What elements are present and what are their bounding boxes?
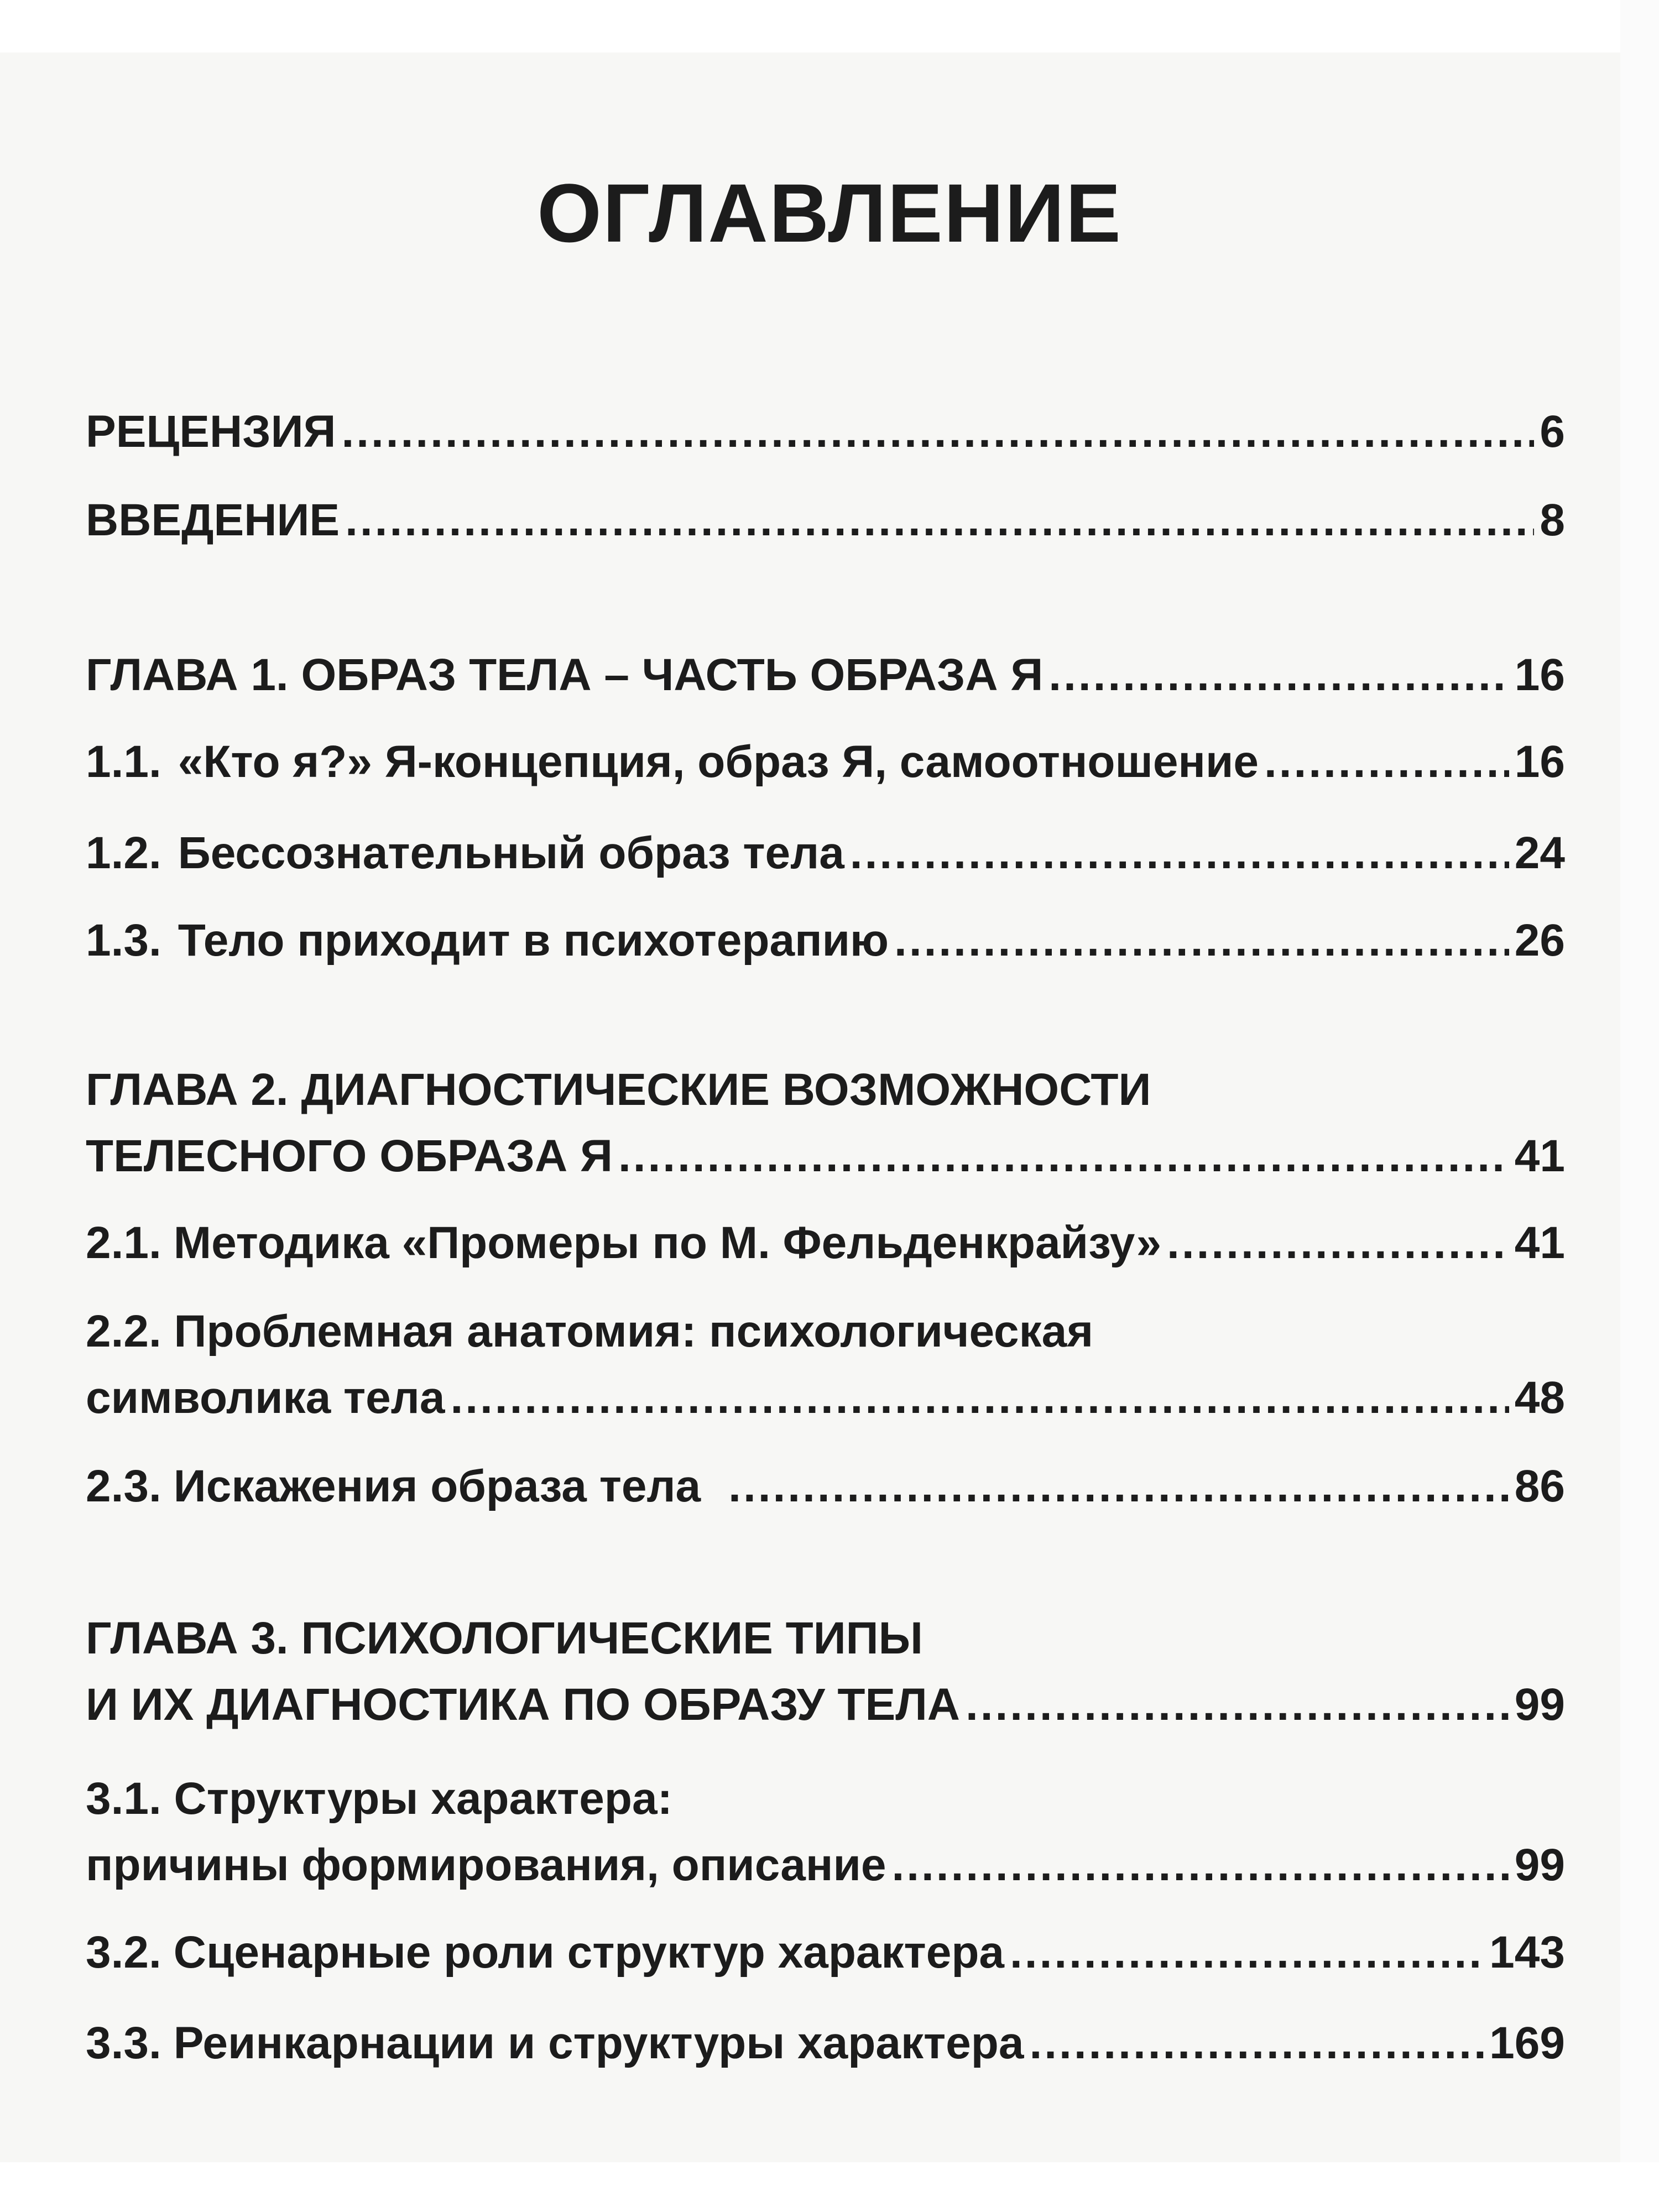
toc-entry-label: ТЕЛЕСНОГО ОБРАЗА Я	[86, 1131, 613, 1181]
toc-entry-section-1-3[interactable]	[86, 911, 1565, 969]
toc-entry-label: ГЛАВА 1. ОБРАЗ ТЕЛА – ЧАСТЬ ОБРАЗА Я	[86, 650, 1044, 700]
toc-leader-dots	[345, 491, 1534, 549]
toc-entry-chapter-3[interactable]	[86, 1676, 1565, 1734]
toc-entry-section-2-3[interactable]	[86, 1457, 1565, 1515]
toc-entry-intro[interactable]	[86, 491, 1565, 549]
toc-entry-section-3-3[interactable]	[86, 2014, 1565, 2072]
page-right-margin	[1620, 0, 1659, 2212]
toc-leader-dots	[728, 1457, 1509, 1515]
toc-leader-dots	[1010, 1923, 1484, 1981]
page-bottom-margin	[0, 2162, 1659, 2212]
page-top-margin	[0, 0, 1659, 53]
toc-chapter-2-line-1: ГЛАВА 2. ДИАГНОСТИЧЕСКИЕ ВОЗМОЖНОСТИ	[86, 1065, 1151, 1115]
toc-entry-section-1-1[interactable]	[86, 733, 1565, 791]
toc-entry-section-2-2[interactable]	[86, 1369, 1565, 1427]
toc-entry-label: причины формирования, описание	[86, 1840, 886, 1890]
toc-leader-dots	[1167, 1214, 1509, 1272]
toc-page-number: 99	[1514, 1679, 1565, 1730]
toc-page-number: 16	[1514, 737, 1565, 787]
toc-section-number: 2.3.	[86, 1461, 161, 1511]
toc-leader-dots	[450, 1369, 1509, 1427]
toc-leader-dots	[1264, 733, 1509, 791]
toc-entry-label: И ИХ ДИАГНОСТИКА ПО ОБРАЗУ ТЕЛА	[86, 1679, 960, 1730]
toc-leader-dots	[894, 911, 1509, 969]
toc-leader-dots	[341, 403, 1534, 461]
toc-page-number: 26	[1514, 915, 1565, 966]
toc-entry-section-1-2[interactable]	[86, 824, 1565, 882]
toc-page-number: 48	[1514, 1373, 1565, 1423]
toc-entry-chapter-2[interactable]	[86, 1127, 1565, 1185]
toc-section-number: 2.1.	[86, 1218, 161, 1268]
toc-page-number: 24	[1514, 828, 1565, 878]
toc-page-number: 41	[1514, 1131, 1565, 1181]
toc-leader-dots	[1048, 646, 1509, 704]
toc-entry-label: Искажения образа тела	[173, 1461, 701, 1511]
toc-entry-section-3-2[interactable]	[86, 1923, 1565, 1981]
toc-entry-label: «Кто я?» Я-концепция, образ Я, самоотношение	[178, 737, 1259, 787]
toc-entry-section-2-1[interactable]	[86, 1214, 1565, 1272]
toc-entry-label: Реинкарнации и структуры характера	[173, 2018, 1024, 2068]
toc-section-number: 1.2.	[86, 828, 161, 878]
toc-section-2-2-line-1: 2.2. Проблемная анатомия: психологическая	[86, 1306, 1094, 1357]
toc-entry-label: РЕЦЕНЗИЯ	[86, 406, 336, 457]
toc-leader-dots	[850, 824, 1509, 882]
toc-page-number: 16	[1514, 650, 1565, 700]
toc-section-number: 1.1.	[86, 737, 161, 787]
toc-leader-dots	[618, 1127, 1509, 1185]
toc-page-number: 169	[1489, 2018, 1565, 2068]
toc-page-number: 6	[1540, 406, 1565, 457]
toc-entry-label: Методика «Промеры по М. Фельденкрайзу»	[173, 1218, 1162, 1268]
toc-chapter-3-line-1: ГЛАВА 3. ПСИХОЛОГИЧЕСКИЕ ТИПЫ	[86, 1613, 923, 1663]
toc-entry-section-3-1[interactable]	[86, 1836, 1565, 1894]
toc-entry-label: Бессознательный образ тела	[178, 828, 844, 878]
toc-section-3-1-line-1: 3.1. Структуры характера:	[86, 1773, 672, 1824]
toc-entry-label: ВВЕДЕНИЕ	[86, 495, 340, 545]
page-title: ОГЛАВЛЕНИЕ	[537, 166, 1122, 259]
toc-page-number: 99	[1514, 1840, 1565, 1890]
toc-page-number: 143	[1489, 1927, 1565, 1978]
toc-page-number: 8	[1540, 495, 1565, 545]
toc-entry-label: символика тела	[86, 1373, 445, 1423]
toc-section-number: 3.3.	[86, 2018, 161, 2068]
toc-leader-dots	[966, 1676, 1509, 1734]
toc-entry-label: Тело приходит в психотерапию	[178, 915, 889, 966]
toc-leader-dots	[891, 1836, 1509, 1894]
toc-leader-dots	[1029, 2014, 1484, 2072]
toc-entry-label: Сценарные роли структур характера	[173, 1927, 1005, 1978]
toc-entry-review[interactable]	[86, 403, 1565, 461]
toc-section-number: 3.2.	[86, 1927, 161, 1978]
toc-entry-chapter-1[interactable]	[86, 646, 1565, 704]
toc-section-number: 1.3.	[86, 915, 161, 966]
toc-page-number: 41	[1514, 1218, 1565, 1268]
toc-page-number: 86	[1514, 1461, 1565, 1511]
